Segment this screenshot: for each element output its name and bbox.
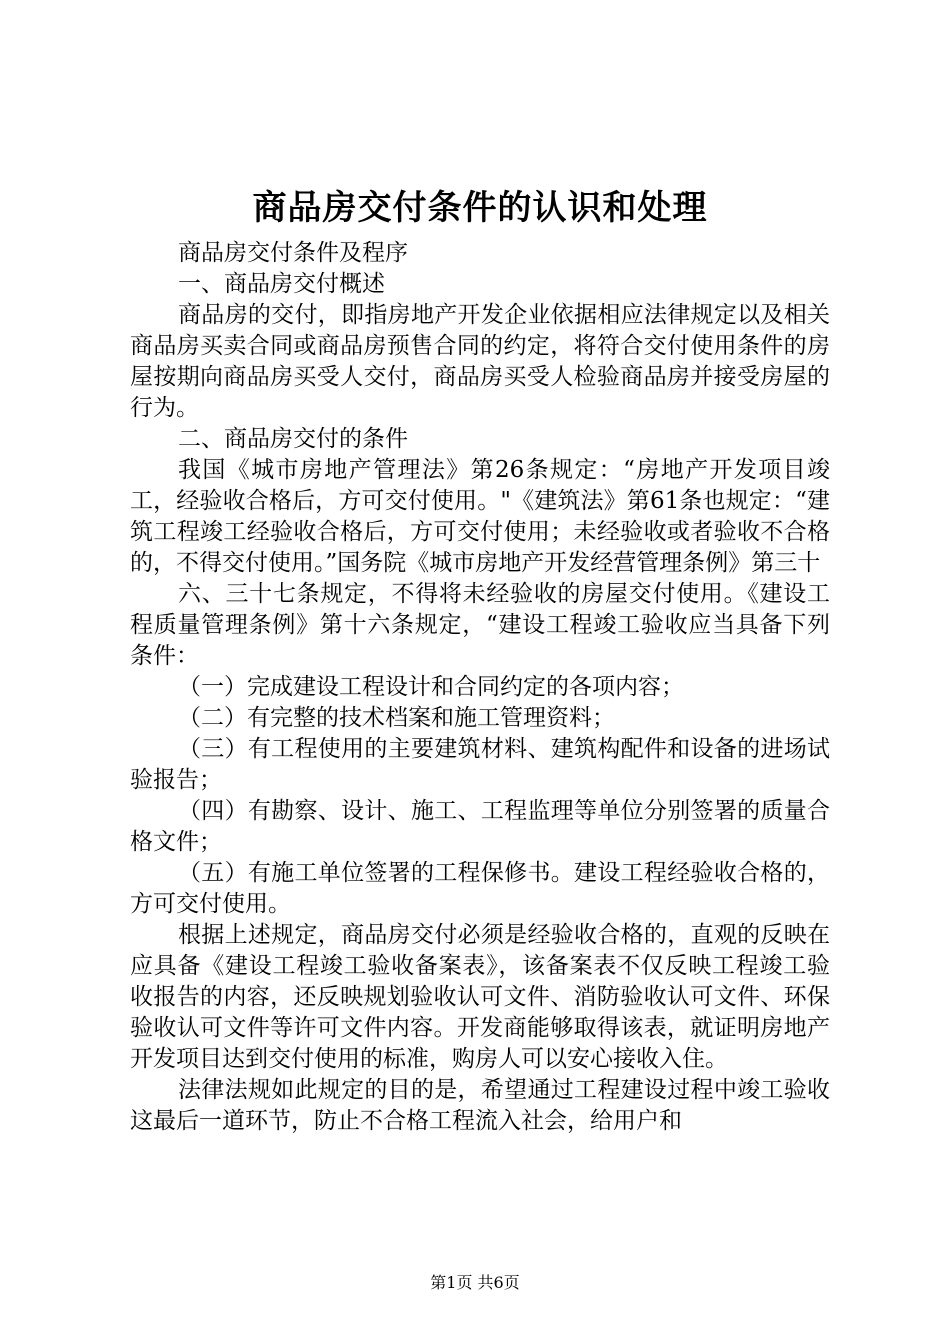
list-item-condition-5: （五）有施工单位签署的工程保修书。建设工程经验收合格的，方可交付使用。: [130, 860, 830, 917]
paragraph-purpose: 法律法规如此规定的目的是，希望通过工程建设过程中竣工验收这最后一道环节，防止不合格工程流入社会，给用户和: [130, 1077, 830, 1134]
list-item-condition-2: （二）有完整的技术档案和施工管理资料；: [178, 705, 615, 731]
document-body: [130, 238, 830, 1137]
paragraph-filing-form: 根据上述规定，商品房交付必须是经验收合格的，直观的反映在应具备《建设工程竣工验收备案表》，该备案表不仅反映工程竣工验收报告的内容，还反映规划验收认可文件、消防验收认可文件、环保验收认可文件等许可文件内容。开发商能够取得该表，就证明房地产开发项目达到交付使用的标准，购房人可以安心接收入住。: [130, 922, 830, 1072]
paragraph-section-2-heading: 二、商品房交付的条件: [178, 426, 408, 452]
list-item-condition-3: （三）有工程使用的主要建筑材料、建筑构配件和设备的进场试验报告；: [130, 736, 830, 793]
list-item-condition-1: （一）完成建设工程设计和合同约定的各项内容；: [178, 674, 684, 700]
paragraph-delivery-definition: 商品房的交付，即指房地产开发企业依据相应法律规定以及相关商品房买卖合同或商品房预售合同的约定，将符合交付使用条件的房屋按期向商品房买受人交付，商品房买受人检验商品房并接受房屋的行为。: [130, 302, 830, 421]
page-number-footer: 第1页 共6页: [430, 1273, 520, 1292]
document-title: 商品房交付条件的认识和处理: [252, 188, 708, 228]
paragraph-legal-basis: 我国《城市房地产管理法》第26条规定：“房地产开发项目竣工，经验收合格后，方可交付使用。"《建筑法》第61条也规定：“建筑工程竣工经验收合格后，方可交付使用；未经验收或者验收不合格的，不得交付使用。”国务院《城市房地产开发经营管理条例》第三十: [130, 457, 830, 576]
list-item-condition-4: （四）有勘察、设计、施工、工程监理等单位分别签署的质量合格文件；: [130, 798, 830, 855]
paragraph-regulation-articles: 六、三十七条规定，不得将未经验收的房屋交付使用。《建设工程质量管理条例》第十六条规定，“建设工程竣工验收应当具备下列条件：: [130, 581, 830, 669]
paragraph-heading-procedure: 商品房交付条件及程序: [178, 240, 408, 266]
paragraph-section-1-heading: 一、商品房交付概述: [178, 271, 385, 297]
